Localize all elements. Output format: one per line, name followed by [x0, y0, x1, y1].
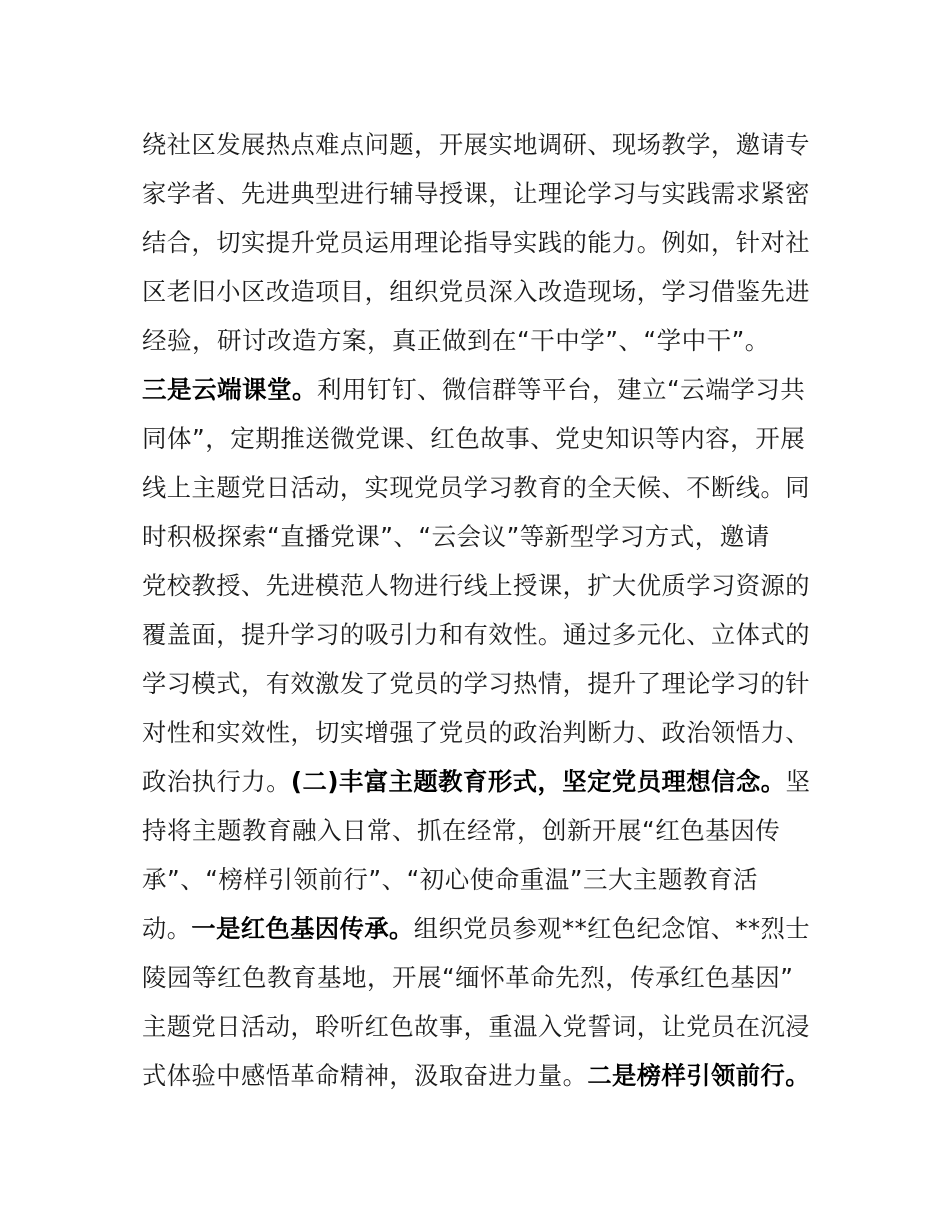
bold-heading-run: (二)丰富主题教育形式，坚定党员理想信念。: [290, 767, 786, 796]
text-run: 绕社区发展热点难点问题，开展实地调研、现场教学，邀请专: [142, 130, 810, 159]
text-line: [142, 757, 817, 806]
text-run: 线上主题党日活动，实现党员学习教育的全天候、不断线。同: [142, 473, 810, 502]
text-line: [142, 365, 822, 414]
text-line: [142, 120, 815, 169]
body-text: [142, 120, 822, 1100]
bold-heading-run: 二是榜样引领前行。: [587, 1061, 810, 1090]
text-run: 动。: [142, 914, 192, 943]
text-run: 党校教授、先进模范人物进行线上授课，扩大优质学习资源的: [142, 571, 810, 600]
bold-heading-run: 三是云端课堂。: [142, 375, 317, 404]
text-run: 主题党日活动，聆听红色故事，重温入党誓词，让党员在沉浸: [142, 1012, 810, 1041]
text-run: 经验，研讨改造方案，真正做到在“干中学”、“学中干”。: [142, 326, 770, 355]
bold-heading-run: 一是红色基因传承。: [191, 914, 414, 943]
text-line: [142, 806, 822, 855]
text-run: 覆盖面，提升学习的吸引力和有效性。通过多元化、立体式的: [142, 620, 810, 649]
text-line: [142, 953, 822, 1002]
text-line: [142, 855, 822, 904]
text-line: [142, 218, 815, 267]
text-line: [142, 561, 815, 610]
text-run: 组织党员参观**红色纪念馆、**烈士: [413, 914, 811, 943]
text-run: 结合，切实提升党员运用理论指导实践的能力。例如，针对社: [142, 228, 810, 257]
text-line: [142, 169, 815, 218]
text-run: 陵园等红色教育基地，开展“缅怀革命先烈，传承红色基因”: [142, 963, 794, 992]
text-line: [142, 610, 815, 659]
text-line: [142, 316, 822, 365]
text-run: 时积极探索“直播党课”、“云会议”等新型学习方式，邀请: [142, 522, 770, 551]
text-line: [142, 414, 822, 463]
text-run: 政治执行力。: [142, 767, 291, 796]
text-run: 区老旧小区改造项目，组织党员深入改造现场，学习借鉴先进: [142, 277, 810, 306]
text-line: [142, 1002, 815, 1051]
text-run: 持将主题教育融入日常、抓在经常，创新开展“红色基因传: [142, 816, 781, 845]
text-run: 对性和实效性，切实增强了党员的政治判断力、政治领悟力、: [142, 718, 810, 747]
text-run: 式体验中感悟革命精神，汲取奋进力量。: [142, 1061, 588, 1090]
text-run: 学习模式，有效激发了党员的学习热情，提升了理论学习的针: [142, 669, 810, 698]
text-line: [142, 1051, 815, 1100]
text-line: [142, 708, 815, 757]
text-line: [142, 904, 814, 953]
text-run: 家学者、先进典型进行辅导授课，让理论学习与实践需求紧密: [142, 179, 810, 208]
text-line: [142, 267, 815, 316]
text-run: 坚: [785, 767, 811, 796]
text-run: 同体”，定期推送微党课、红色故事、党史知识等内容，开展: [142, 424, 806, 453]
text-line: [142, 659, 815, 708]
text-run: 承”、“榜样引领前行”、“初心使命重温”三大主题教育活: [142, 865, 758, 894]
text-run: 利用钉钉、微信群等平台，建立“云端学习共: [317, 375, 806, 404]
text-line: [142, 463, 815, 512]
text-line: [142, 512, 822, 561]
